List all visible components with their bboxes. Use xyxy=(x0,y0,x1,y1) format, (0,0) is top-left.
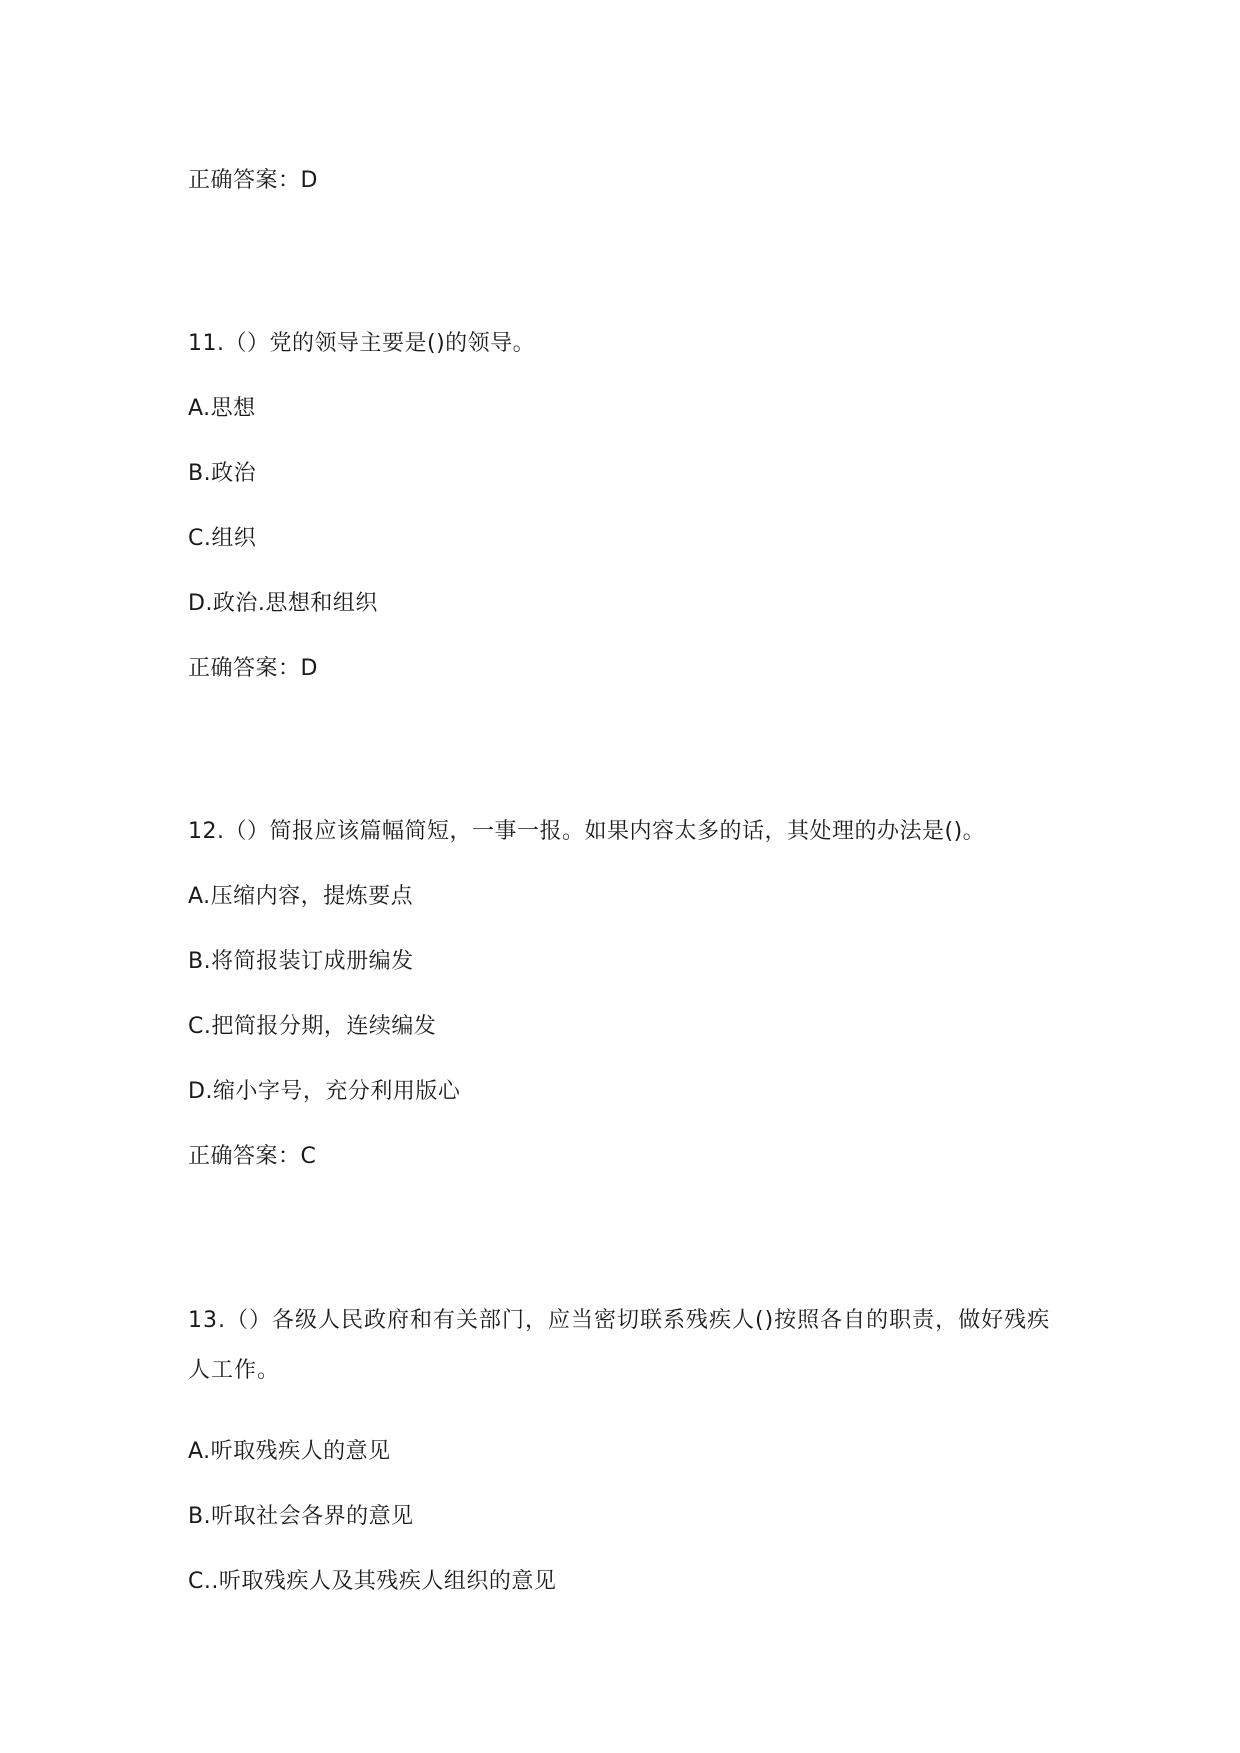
option-c: C.把简报分期，连续编发 xyxy=(188,1014,437,1039)
option-a: A.压缩内容，提炼要点 xyxy=(188,884,414,909)
question-stem: 13.（）各级人民政府和有关部门，应当密切联系残疾人()按照各自的职责，做好残疾人工作。 xyxy=(188,1308,1051,1383)
option-c: C..听取残疾人及其残疾人组织的意见 xyxy=(188,1569,557,1594)
option-a: A.听取残疾人的意见 xyxy=(188,1439,391,1464)
option-c: C.组织 xyxy=(188,526,257,551)
option-a: A.思想 xyxy=(188,396,256,421)
answer-line: 正确答案：C xyxy=(188,1144,317,1169)
answer-line: 正确答案：D xyxy=(188,656,318,681)
answer-line: 正确答案：D xyxy=(188,168,318,193)
option-b: B.政治 xyxy=(188,461,257,486)
option-b: B.听取社会各界的意见 xyxy=(188,1504,414,1529)
option-d: D.政治.思想和组织 xyxy=(188,591,378,616)
question-stem: 11.（）党的领导主要是()的领导。 xyxy=(188,331,536,356)
question-stem: 12.（）简报应该篇幅简短，一事一报。如果内容太多的话，其处理的办法是()。 xyxy=(188,819,986,844)
option-b: B.将简报装订成册编发 xyxy=(188,949,414,974)
option-d: D.缩小字号，充分利用版心 xyxy=(188,1079,461,1104)
